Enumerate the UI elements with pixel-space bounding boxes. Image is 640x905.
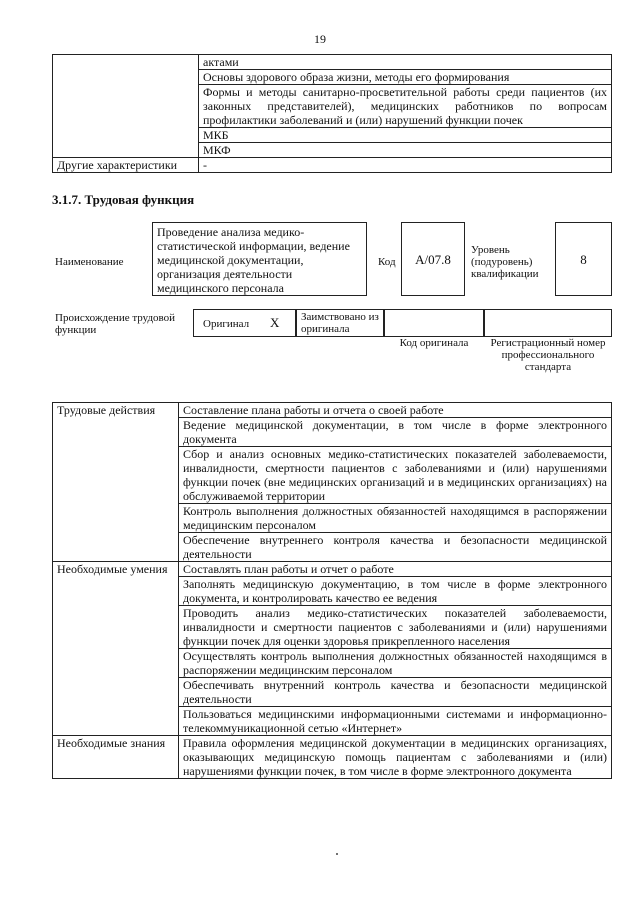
scan-dot	[336, 853, 338, 855]
reg-number-label: Регистрационный номер профессионального стандарта	[490, 337, 606, 373]
function-name-text: Проведение анализа медико-статистической информации, ведение медицинской документации, организация деятельности медицинского персонала	[157, 225, 350, 295]
level-box	[555, 222, 612, 296]
borrowed-label: Заимствовано из оригинала	[301, 311, 379, 335]
table-cell: Составлять план работы и отчет о работе	[179, 562, 612, 577]
table-cell: Сбор и анализ основных медико-статистических показателей заболеваемости, инвалидности, смертности пациентов с заболеваниями и (или) нарушениями функции почек (вне медицинских организаций и в медицинских организациях) на обслуживаемой территории	[179, 447, 612, 504]
table-cell: Ведение медицинской документации, в том числе в форме электронного документа	[179, 418, 612, 447]
top-table	[52, 54, 612, 173]
group-label-knowledge: Необходимые знания	[53, 736, 179, 779]
page-number: 19	[314, 32, 326, 46]
level-value: 8	[580, 252, 587, 267]
top-table-cell: Основы здорового образа жизни, методы его формирования	[199, 70, 612, 85]
table-row	[53, 158, 612, 173]
original-label: Оригинал	[203, 318, 250, 330]
table-cell: Пользоваться медицинскими информационными системами и информационно-телекоммуникационной сетью «Интернет»	[179, 707, 612, 736]
other-characteristics-label: Другие характеристики	[53, 158, 199, 173]
top-table-cell: МКБ	[199, 128, 612, 143]
code-box	[401, 222, 465, 296]
original-box	[193, 309, 296, 337]
other-characteristics-value: -	[199, 158, 612, 173]
reg-number-box	[484, 309, 612, 337]
top-table-cell: МКФ	[199, 143, 612, 158]
table-row	[53, 55, 612, 70]
top-table-cell: Формы и методы санитарно-просветительной работы среди пациентов (их законных представителей), медицинских работников по вопросам профилактики заболеваний и (или) нарушений функции почек	[199, 85, 612, 128]
section-title: 3.1.7. Трудовая функция	[52, 192, 195, 207]
borrowed-box	[296, 309, 384, 337]
code-original-label: Код оригинала	[399, 337, 469, 349]
table-cell: Заполнять медицинскую документацию, в том числе в форме электронного документа, и контролировать качество ее ведения	[179, 577, 612, 606]
code-original-box	[384, 309, 484, 337]
table-row	[53, 403, 612, 418]
group-label-labor-actions: Трудовые действия	[53, 403, 179, 562]
main-table	[52, 402, 612, 779]
table-cell: Обеспечение внутреннего контроля качества и безопасности медицинской деятельности	[179, 533, 612, 562]
table-cell: Обеспечивать внутренний контроль качества и безопасности медицинской деятельности	[179, 678, 612, 707]
function-name-box	[152, 222, 367, 296]
code-value: А/07.8	[415, 252, 451, 267]
table-row	[53, 562, 612, 577]
original-mark: X	[270, 315, 280, 330]
name-label: Наименование	[55, 256, 124, 268]
table-cell: Контроль выполнения должностных обязанностей находящимся в распоряжении медицинским персоналом	[179, 504, 612, 533]
top-table-cell: актами	[199, 55, 612, 70]
level-label: Уровень (подуровень) квалификации	[471, 244, 539, 280]
table-row	[53, 736, 612, 779]
table-cell: Проводить анализ медико-статистических показателей заболеваемости, инвалидности и смертности пациентов с заболеваниями и (или) нарушениями функции почек для оценки здоровья прикрепленного населения	[179, 606, 612, 649]
code-label: Код	[378, 256, 396, 268]
table-cell: Осуществлять контроль выполнения должностных обязанностей находящимся в распоряжении медицинским персоналом	[179, 649, 612, 678]
table-cell: Составление плана работы и отчета о своей работе	[179, 403, 612, 418]
table-cell: Правила оформления медицинской документации в медицинских организациях, оказывающих медицинскую помощь пациентам с заболеваниями и (или) нарушениями функции почек, в том числе в форме электронного документа	[179, 736, 612, 779]
group-label-skills: Необходимые умения	[53, 562, 179, 736]
top-table-empty-cell	[53, 55, 199, 158]
origin-label: Происхождение трудовой функции	[55, 312, 176, 336]
